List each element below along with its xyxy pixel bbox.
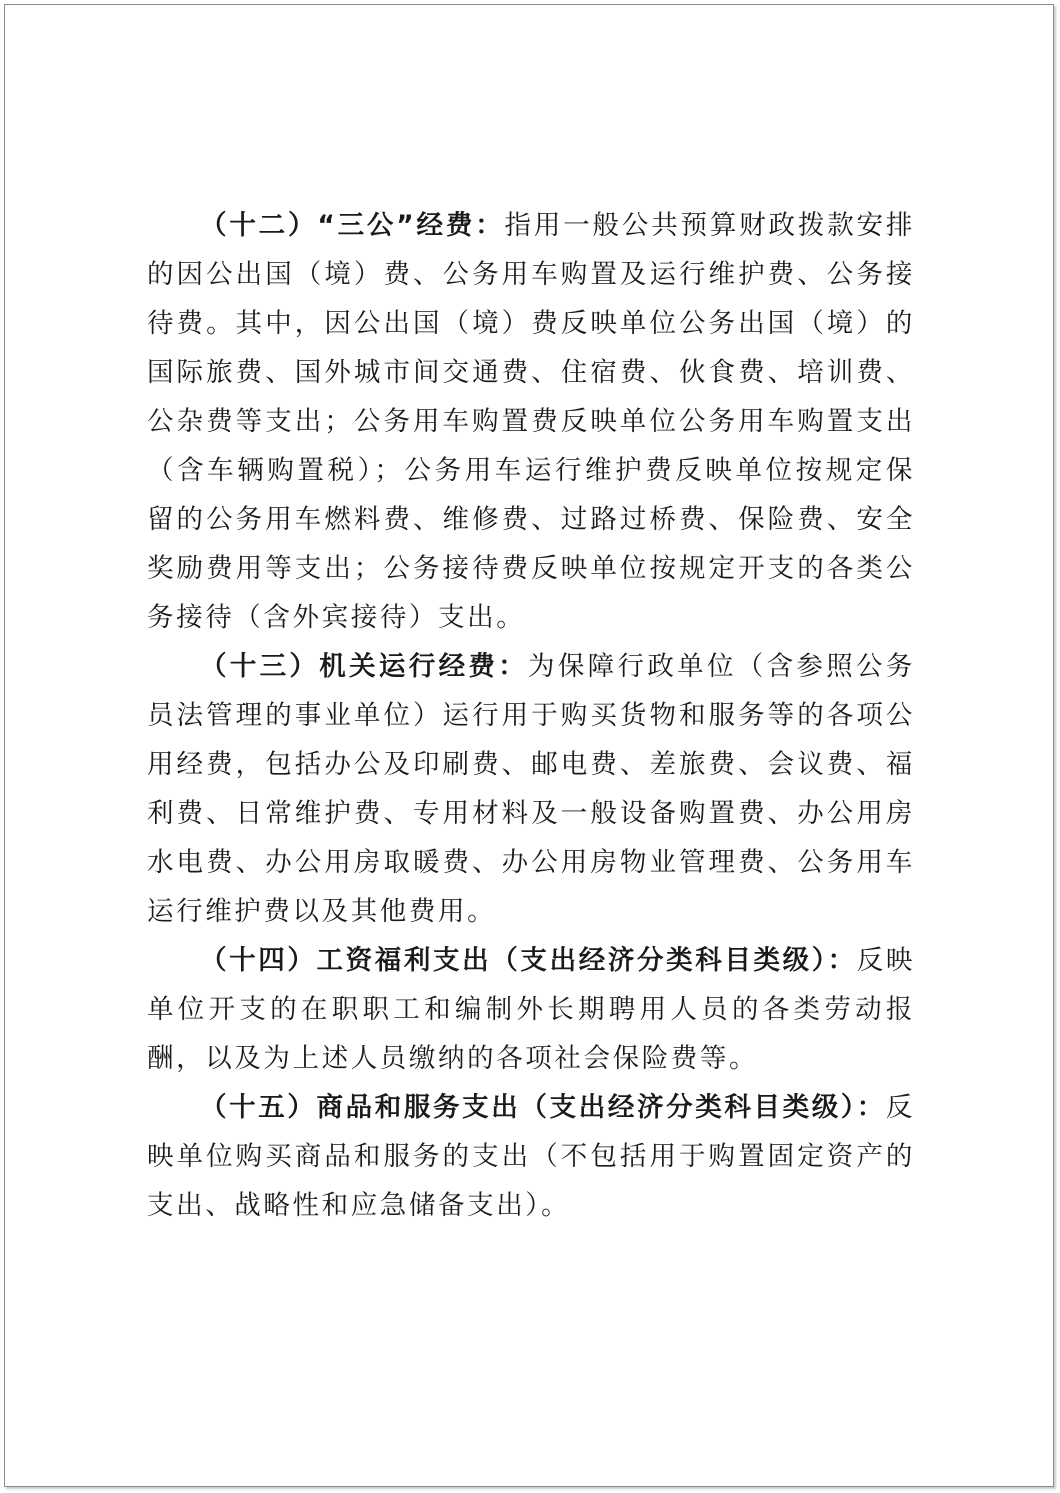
term-definition: 指用一般公共预算财政拨款安排的因公出国（境）费、公务用车购置及运行维护费、公务接待费。其中，因公出国（境）费反映单位公务出国（境）的国际旅费、国外城市间交通费、住宿费、伙食费、培训费、公杂费等支出；公务用车购置费反映单位公务用车购置支出（含车辆购置税）；公务用车运行维护费反映单位按规定保留的公务用车燃料费、维修费、过路过桥费、保险费、安全奖励费用等支出；公务接待费反映单位按规定开支的各类公务接待（含外宾接待）支出。 (147, 210, 915, 633)
term-definition: 为保障行政单位（含参照公务员法管理的事业单位）运行用于购买货物和服务等的各项公用经费，包括办公及印刷费、邮电费、差旅费、会议费、福利费、日常维护费、专用材料及一般设备购置费、办公用房水电费、办公用房取暖费、办公用房物业管理费、公务用车运行维护费以及其他费用。 (147, 651, 915, 927)
document-page (4, 4, 1054, 1487)
paragraph-14 (147, 936, 915, 1083)
paragraph-15 (147, 1083, 915, 1230)
term-heading: （十四）工资福利支出（支出经济分类科目类级）： (200, 945, 857, 976)
term-heading: （十三）机关运行经费： (200, 651, 529, 682)
term-definition: 反映单位购买商品和服务的支出（不包括用于购置固定资产的支出、战略性和应急储备支出）。 (147, 1092, 915, 1221)
term-heading: （十二）“三公”经费： (200, 210, 505, 241)
term-heading: （十五）商品和服务支出（支出经济分类科目类级）： (200, 1092, 886, 1123)
paragraph-13 (147, 642, 915, 936)
paragraph-12 (147, 201, 915, 642)
term-definition: 反映单位开支的在职职工和编制外长期聘用人员的各类劳动报酬，以及为上述人员缴纳的各项社会保险费等。 (147, 945, 915, 1074)
document-body (147, 201, 915, 1230)
